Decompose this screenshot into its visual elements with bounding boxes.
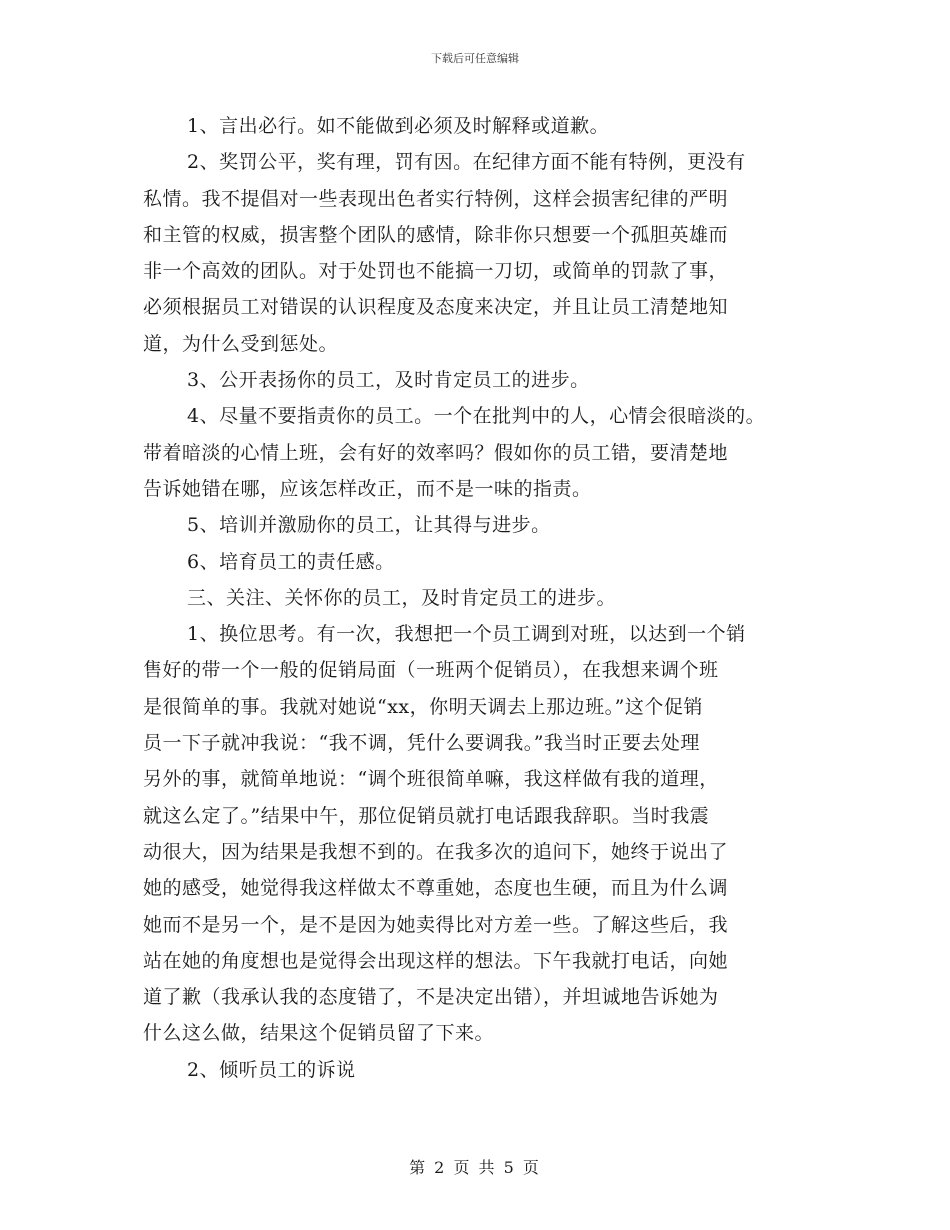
text-line: 动很大，因为结果是我想不到的。在我多次的追问下，她终于说出了	[143, 840, 729, 863]
text-line: 私情。我不提倡对一些表现出色者实行特例，这样会损害纪律的严明	[143, 187, 729, 210]
text-line: 站在她的角度想也是觉得会出现这样的想法。下午我就打电话，向她	[143, 949, 729, 972]
text-line: 2、奖罚公平，奖有理，罚有因。在纪律方面不能有特例，更没有	[187, 151, 746, 174]
text-line: 4、尽量不要指责你的员工。一个在批判中的人，心情会很暗淡的。	[187, 405, 766, 428]
text-line: 1、言出必行。如不能做到必须及时解释或道歉。	[187, 115, 610, 137]
text-line: 必须根据员工对错误的认识程度及态度来决定，并且让员工清楚地知	[143, 296, 729, 319]
text-line: 告诉她错在哪，应该怎样改正，而不是一味的指责。	[143, 477, 592, 500]
text-line: 售好的带一个一般的促销局面（一班两个促销员），在我想来调个班	[143, 659, 719, 682]
text-line: 她而不是另一个，是不是因为她卖得比对方差一些。了解这些后，我	[143, 913, 729, 936]
text-line: 6、培育员工的责任感。	[187, 550, 395, 573]
document-body	[143, 108, 843, 1088]
text-line: 就这么定了。”结果中午，那位促销员就打电话跟我辞职。当时我震	[143, 804, 710, 827]
text-line: 她的感受，她觉得我这样做太不尊重她，态度也生硬，而且为什么调	[143, 877, 729, 900]
text-line: 道了歉（我承认我的态度错了，不是决定出错），并坦诚地告诉她为	[143, 986, 719, 1009]
text-line: 道，为什么受到惩处。	[143, 332, 339, 355]
text-line: 带着暗淡的心情上班，会有好的效率吗？假如你的员工错，要清楚地	[143, 441, 729, 464]
text-line: 和主管的权威，损害整个团队的感情，除非你只想要一个孤胆英雄而	[143, 223, 729, 246]
text-line: 另外的事，就简单地说：“调个班很简单嘛，我这样做有我的道理，	[143, 768, 719, 791]
text-line: 3、公开表扬你的员工，及时肯定员工的进步。	[187, 369, 590, 392]
text-line: 三、关注、关怀你的员工，及时肯定员工的进步。	[187, 586, 617, 609]
page-header: 下载后可任意编辑	[431, 52, 519, 65]
text-line: 员一下子就冲我说：“我不调，凭什么要调我。”我当时正要去处理	[143, 732, 700, 755]
text-line: 1、换位思考。有一次，我想把一个员工调到对班，以达到一个销	[187, 623, 746, 646]
text-line: 什么这么做，结果这个促销员留了下来。	[143, 1022, 495, 1045]
page-footer: 第 2 页 共 5 页	[409, 1158, 541, 1177]
text-line: 非一个高效的团队。对于处罚也不能搞一刀切，或简单的罚款了事，	[143, 260, 729, 283]
text-line: 是很简单的事。我就对她说“xx，你明天调去上那边班。”这个促销	[143, 695, 703, 718]
text-line: 5、培训并激励你的员工，让其得与进步。	[187, 514, 551, 537]
text-line: 2、倾听员工的诉说	[187, 1058, 356, 1081]
